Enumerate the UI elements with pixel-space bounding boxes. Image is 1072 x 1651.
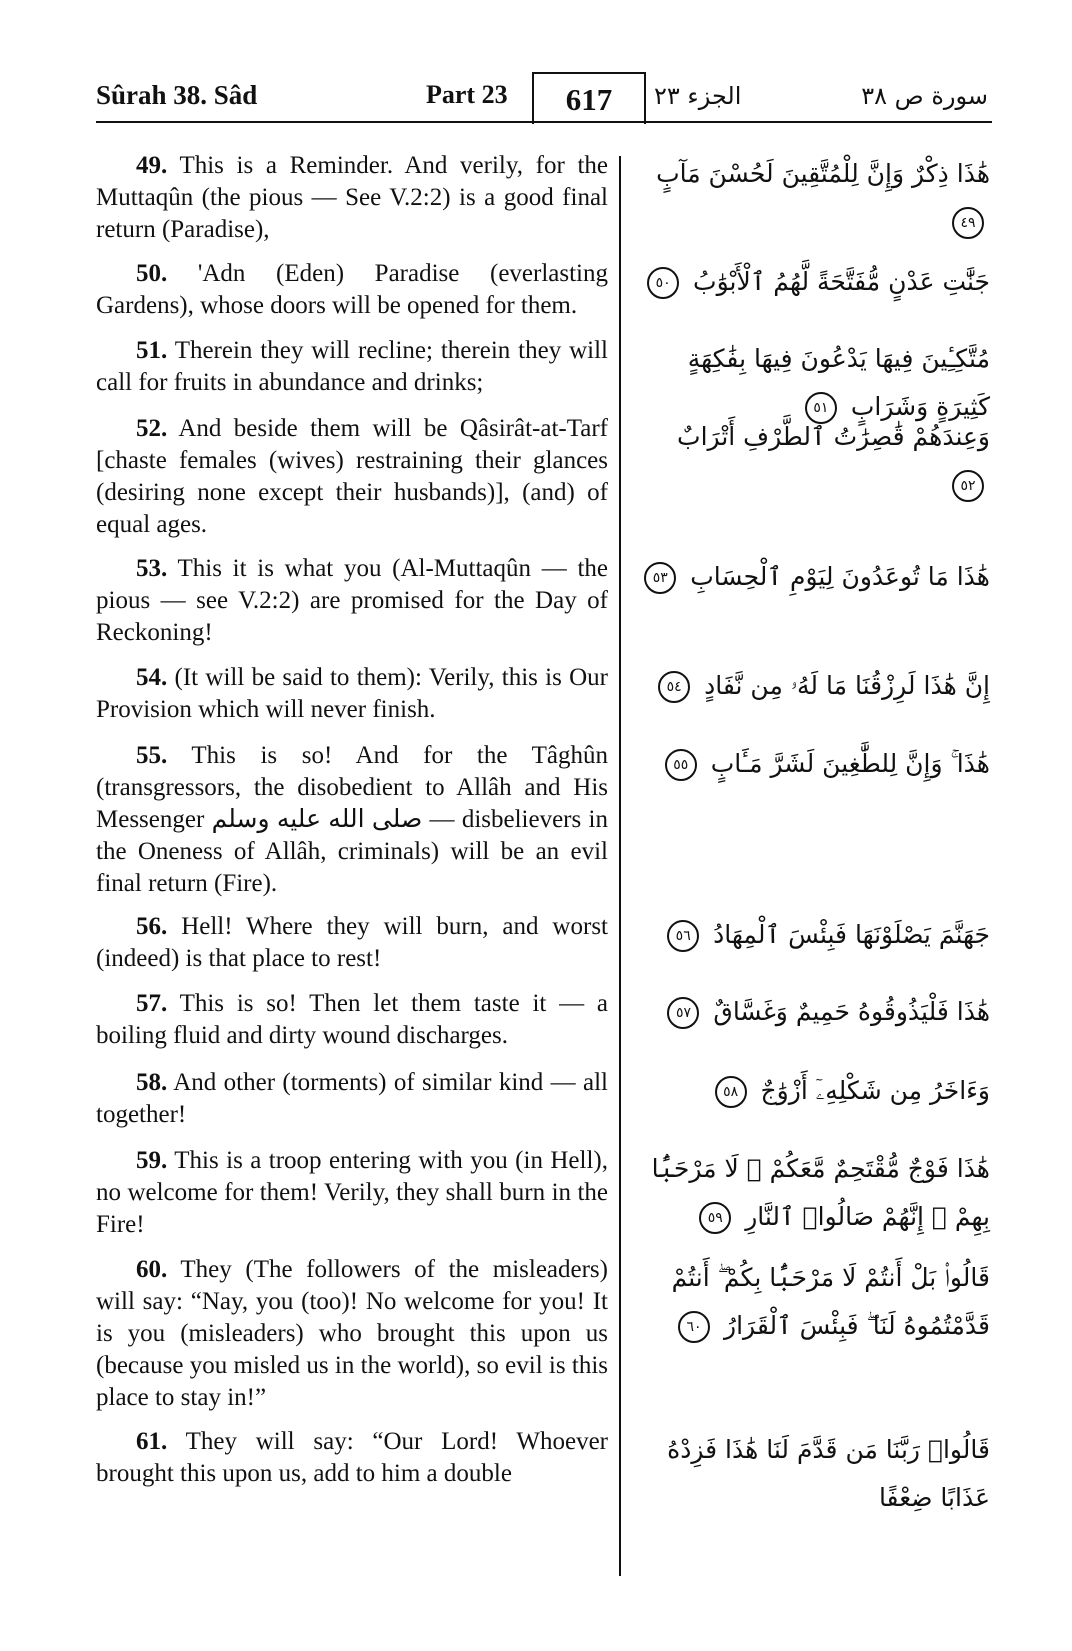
verse-ar-55: هَٰذَا ۚ وَإِنَّ لِلطَّٰغِينَ لَشَرَّ مَـَٔابٍ ٥٥ [640, 740, 990, 788]
surah-title-ar: سورة ص ٣٨ [861, 82, 988, 110]
verse-ar-54: إِنَّ هَٰذَا لَرِزْقُنَا مَا لَهُۥ مِن نَّفَادٍ ٥٤ [640, 662, 990, 710]
page-header [96, 72, 988, 122]
column-divider [619, 156, 621, 1576]
verse-en-56: 56. Hell! Where they will burn, and worst (indeed) is that place to rest! [96, 913, 608, 972]
verse-en-58: 58. And other (torments) of similar kind — all together! [96, 1069, 608, 1128]
verse-number-ar: ٦٠ [678, 1311, 710, 1343]
verse-en-55: 55. This is so! And for the Tâghûn (transgressors, the disobedient to Allâh and His Messenger صلى الله عليه وسلم — disbelievers in the Oneness of Allâh, criminals) will be an evil final return (Fire). [96, 742, 608, 897]
verse-ar-60: قَالُوا۟ بَلْ أَنتُمْ لَا مَرْحَبًۢا بِكُمْ ۖ أَنتُمْ قَدَّمْتُمُوهُ لَنَا ۖ فَبِئْسَ ٱلْقَرَارُ ٦٠ [640, 1254, 990, 1350]
verse-number-ar: ٥٣ [644, 562, 676, 594]
verse-number-ar: ٥٩ [699, 1202, 731, 1234]
verse-en-50: 50. 'Adn (Eden) Paradise (everlasting Gardens), whose doors will be opened for them. [96, 260, 609, 319]
surah-title-en: Sûrah 38. Sâd [96, 80, 258, 110]
verse-en-52: 52. And beside them will be Qâsirât-at-Tarf [chaste females (wives) restraining their glances (desiring none except their husbands)], (and) of equal ages. [96, 415, 609, 538]
verse-ar-51: مُتَّكِـِٔينَ فِيهَا يَدْعُونَ فِيهَا بِفَٰكِهَةٍ كَثِيرَةٍ وَشَرَابٍ ٥١ [640, 335, 990, 431]
verse-ar-58: وَءَاخَرُ مِن شَكْلِهِۦٓ أَزْوَٰجٌ ٥٨ [640, 1067, 990, 1115]
verse-en-59: 59. This is a troop entering with you (in Hell), no welcome for them! Verily, they shall burn in the Fire! [96, 1147, 608, 1238]
verse-ar-53: هَٰذَا مَا تُوعَدُونَ لِيَوْمِ ٱلْحِسَابِ ٥٣ [640, 553, 990, 601]
verse-ar-50: جَنَّٰتِ عَدْنٍ مُّفَتَّحَةً لَّهُمُ ٱلْأَبْوَٰبُ ٥٠ [640, 258, 990, 306]
part-label-en: Part 23 [426, 80, 508, 109]
verse-number-ar: ٥٤ [658, 671, 690, 703]
verse-ar-57: هَٰذَا فَلْيَذُوقُوهُ حَمِيمٌ وَغَسَّاقٌ ٥٧ [640, 988, 990, 1036]
verse-ar-56: جَهَنَّمَ يَصْلَوْنَهَا فَبِئْسَ ٱلْمِهَادُ ٥٦ [640, 911, 990, 959]
verse-number-ar: ٥٠ [647, 267, 679, 299]
verse-ar-59: هَٰذَا فَوْجٌ مُّقْتَحِمٌ مَّعَكُمْ ۖ لَا مَرْحَبًۢا بِهِمْ ۚ إِنَّهُمْ صَالُوا۟ ٱلنَّارِ ٥٩ [640, 1145, 990, 1241]
verse-en-61: 61. They will say: “Our Lord! Whoever brought this upon us, add to him a double [96, 1428, 608, 1487]
verse-ar-52: وَعِندَهُمْ قَٰصِرَٰتُ ٱلطَّرْفِ أَتْرَابٌ ٥٢ [640, 413, 990, 509]
verse-number-ar: ٥٨ [715, 1076, 747, 1108]
verse-en-49: 49. This is a Reminder. And verily, for the Muttaqûn (the pious — See V.2:2) is a good final return (Paradise), [96, 152, 608, 243]
verse-en-60: 60. They (The followers of the misleaders) will say: “Nay, you (too)! No welcome for you! It is you (misleaders) who brought this upon us (because you misled us in the world), so evil is this place to stay in!” [96, 1256, 608, 1411]
verse-number-ar: ٥٧ [667, 997, 699, 1029]
verse-en-54: 54. (It will be said to them): Verily, this is Our Provision which will never finish. [96, 664, 608, 723]
verse-ar-61: قَالُوا۟ رَبَّنَا مَن قَدَّمَ لَنَا هَٰذَا فَزِدْهُ عَذَابًا ضِعْفًا [667, 1435, 990, 1512]
verse-number-ar: ٥٦ [667, 920, 699, 952]
verse-number-ar: ٥٢ [952, 470, 984, 502]
verse-number-ar: ٤٩ [952, 207, 984, 239]
verse-en-51: 51. Therein they will recline; therein they will call for fruits in abundance and drinks; [96, 337, 608, 396]
page-number: 617 [532, 72, 646, 124]
verse-ar-49: هَٰذَا ذِكْرٌ وَإِنَّ لِلْمُتَّقِينَ لَحُسْنَ مَآبٍ ٤٩ [640, 150, 990, 246]
part-label-ar: الجزء ٢٣ [654, 82, 742, 110]
verse-en-57: 57. This is so! Then let them taste it — a boiling fluid and dirty wound discharges. [96, 990, 608, 1049]
header-rule [96, 121, 992, 123]
verse-number-ar: ٥١ [805, 392, 837, 424]
verse-number-ar: ٥٥ [665, 749, 697, 781]
verse-en-53: 53. This it is what you (Al-Muttaqûn — the pious — see V.2:2) are promised for the Day of Reckoning! [96, 555, 608, 646]
